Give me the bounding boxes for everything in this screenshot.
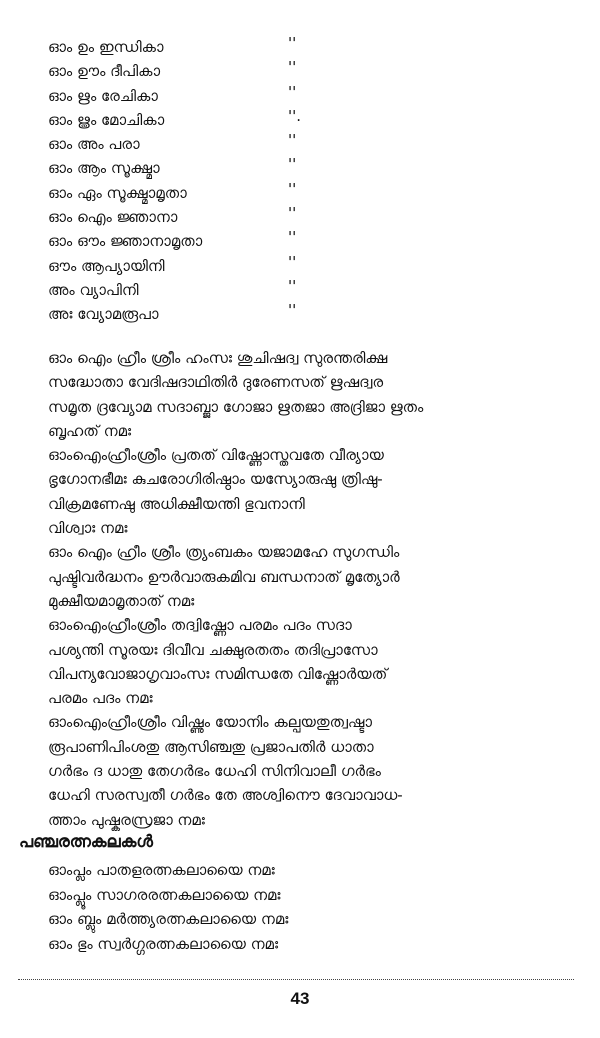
- ditto-mark: '': [288, 179, 297, 198]
- text-line: വിക്രമണേഷു അധിക്ഷീയന്തി ഭുവനാനി: [48, 494, 305, 513]
- mantra-text: ഓം ഉം ഇന്ധികാ: [48, 38, 164, 56]
- mantra-text: ഓം ഔം ജ്ഞാനാമൃതാ: [48, 232, 203, 251]
- mantra-list: [48, 35, 348, 327]
- ditto-mark: '': [288, 82, 297, 101]
- mantra-line: [48, 59, 348, 83]
- mantra-text: അം വ്യാപിനി: [48, 280, 139, 299]
- mantra-text: ഔം ആപ്യായിനി: [48, 256, 165, 275]
- text-line: ഓംഐംഹ്രീംശ്രീം തദ്വിഷ്ണോ പരമം പദം സദാ: [48, 616, 352, 635]
- text-line: രൂപാണിപിംശതു ആസിഞ്ചതു പ്രജാപതിർ ധാതാ: [48, 737, 374, 756]
- mantra-text: ഓം അം പരാ: [48, 135, 140, 154]
- footer-divider: [18, 979, 574, 980]
- mantra-line: [48, 205, 348, 229]
- kala-list: [48, 858, 288, 956]
- mantra-line: [48, 302, 348, 326]
- mantra-paragraphs: [48, 346, 568, 832]
- text-line: ഗർഭം ദ ധാതു തേഗർഭം ധേഹി സിനിവാലീ ഗർഭം: [48, 762, 381, 781]
- ditto-mark: ''.: [288, 106, 302, 125]
- ditto-mark: '': [288, 34, 297, 52]
- mantra-line: [48, 156, 348, 180]
- ditto-mark: '': [288, 228, 297, 247]
- ditto-mark: '': [288, 131, 297, 150]
- text-line: ബൃഹത് നമഃ: [48, 421, 132, 440]
- text-line: ഭൃഗോനഭീമഃ കുചരോഗിരിഷ്ഠാം യസ്യോരുഷു ത്രിഷു-: [48, 470, 383, 489]
- text-line: സദ്ധോതാ വേദിഷദാഥിതിർ ദുരേണസത് ഋഷദ്വര: [48, 373, 384, 392]
- mantra-text: ഓം ആം സൂക്ഷ്മാ: [48, 159, 160, 178]
- page-number: 43: [290, 989, 310, 1008]
- text-line: മുക്ഷീയമാമൃതാത് നമഃ: [48, 591, 195, 610]
- ditto-mark: '': [288, 58, 297, 77]
- text-line: ഓം ഐം ഹ്രീം ശ്രീം ത്ര്യംബകം യജാമഹേ സുഗന്ധിം: [48, 543, 400, 562]
- mantra-line: [48, 35, 348, 59]
- kala-line: ഓംപ്ലൂം സാഗരരത്നകലായൈ നമഃ: [48, 885, 281, 904]
- mantra-text: അഃ വ്യോമരൂപാ: [48, 305, 159, 324]
- text-line: ഓംഐംഹ്രീംശ്രീം പ്രതത് വിഷ്ണോസ്തവതേ വീര്യായ: [48, 446, 384, 465]
- kala-line: ഓം ഭും സ്വർഗ്ഗരത്നകലായൈ നമഃ: [48, 934, 279, 953]
- kala-line: ഓംപ്ലം പാതളരത്നകലായൈ നമഃ: [48, 861, 275, 879]
- mantra-line: [48, 108, 348, 132]
- mantra-line: [48, 254, 348, 278]
- mantra-line: [48, 278, 348, 302]
- text-line: പശ്യന്തി സൂരയഃ ദിവീവ ചക്ഷുരതതം തദിപ്രാസോ: [48, 640, 378, 659]
- text-line: ധേഹി സരസ്വതീ ഗർഭം തേ അശ്വിനൌ ദേവാവാധ-: [48, 786, 403, 805]
- ditto-mark: '': [288, 204, 297, 223]
- mantra-line: [48, 181, 348, 205]
- section-heading: പഞ്ചരത്നകലകൾ: [19, 832, 153, 851]
- text-line: ത്താം പുഷ്കരസ്രജാ നമഃ: [48, 810, 205, 829]
- mantra-text: ഓം ഊം ദീപികാ: [48, 62, 161, 81]
- text-line: പുഷ്ടിവർദ്ധനം ഊർവാരുകമിവ ബന്ധനാത് മൃത്യോർ: [48, 567, 400, 586]
- ditto-mark: '': [288, 155, 297, 174]
- mantra-line: [48, 84, 348, 108]
- mantra-line: [48, 229, 348, 253]
- text-line: സമൃത ദ്രവ്യോമ സദാബ്ജാ ഗോജാ ഋതജാ അദ്രിജാ ഋതം: [48, 397, 424, 416]
- mantra-text: ഓം ഐം ജ്ഞാനാ: [48, 208, 178, 227]
- text-line: ഓം ഐം ഹ്രീം ശ്രീം ഹംസഃ ശുചിഷദ്വ സുരന്തരിക്ഷ: [48, 349, 388, 367]
- mantra-text: ഓം ൠം മോചികാ: [48, 110, 165, 129]
- ditto-mark: '': [288, 276, 297, 295]
- text-line: വിപന്യവോജാഗൃവാംസഃ സമിന്ധതേ വിഷ്ണോർയത്: [48, 664, 388, 683]
- ditto-mark: '': [288, 301, 297, 320]
- text-line: വിശ്വാഃ നമഃ: [48, 519, 128, 538]
- text-line: ഓംഐംഹ്രീംശ്രീം വിഷ്ണും യോനിം കല്പയതുത്വഷ്ടാ: [48, 713, 372, 732]
- ditto-mark: '': [288, 252, 297, 271]
- mantra-text: ഓം ഋം രേചികാ: [48, 86, 158, 105]
- text-line: പരമം പദം നമഃ: [48, 689, 153, 708]
- kala-line: ഓം ബ്ലും മർത്ത്യരത്നകലായൈ നമഃ: [48, 910, 289, 928]
- mantra-text: ഓം ഏം സൂക്ഷ്മാമൃതാ: [48, 183, 187, 202]
- mantra-line: [48, 132, 348, 156]
